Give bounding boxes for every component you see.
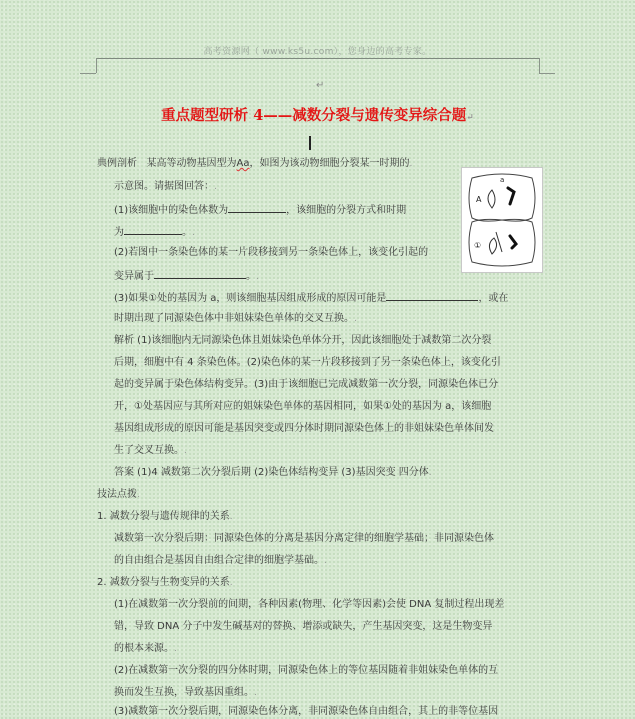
- answer-line: 答案 (1)4 减数第二次分裂后期 (2)染色体结构变异 (3)基因突变 四分体.: [114, 467, 432, 478]
- tip-body-line: (1)在减数第一次分裂前的间期，各种因素(物理、化学等因素)会使 DNA 复制过程出现差: [114, 599, 505, 610]
- tips-heading: 技法点拨.: [97, 489, 140, 500]
- page-title: [0, 104, 635, 125]
- answer-blank[interactable]: [228, 202, 286, 213]
- analysis-line: 开，①处基因应与其所对应的姐妹染色单体的基因相同，如果①处的基因为 a，该细胞: [114, 401, 492, 412]
- tip-body-line: 换而发生互换，导致基因重组。.: [114, 687, 257, 698]
- crop-mark-left: [82, 58, 97, 73]
- return-mark-icon: ↵: [316, 80, 325, 91]
- question-part-1: (1)该细胞中的染色体数为 ，该细胞的分裂方式和时期: [114, 202, 406, 217]
- cell-diagram: [462, 168, 542, 272]
- answer-blank[interactable]: [154, 268, 246, 279]
- tip-body-line: (3)减数第一次分裂后期，同源染色体分离，非同源染色体自由组合，其上的非等位基因: [114, 706, 499, 717]
- tip-body-line: 减数第一次分裂后期：同源染色体的分离是基因分离定律的细胞学基础；非同源染色体: [114, 533, 494, 544]
- question-line-1: 典例剖析 某高等动物基因型为Aa，如图为该动物细胞分裂某一时期的.: [97, 158, 413, 169]
- figure-label-1: ①: [474, 241, 482, 250]
- crop-mark-right: [539, 58, 554, 73]
- figure-label-a-lower: a: [500, 176, 505, 184]
- tip-item-2-title: 2. 减数分裂与生物变异的关系.: [97, 577, 233, 588]
- tip-body-line: 错，导致 DNA 分子中发生碱基对的替换、增添或缺失，产生基因突变，这是生物变异: [114, 621, 493, 632]
- question-part-3: (3)如果①处的基因为 a，则该细胞基因组成形成的原因可能是 ，或在: [114, 290, 508, 305]
- return-mark-icon: ↵: [466, 113, 474, 123]
- tip-item-1-title: 1. 减数分裂与遗传规律的关系.: [97, 511, 233, 522]
- tip-body-line: 的自由组合是基因自由组合定律的细胞学基础。.: [114, 555, 327, 566]
- header-rule: [96, 58, 539, 59]
- answer-blank[interactable]: [386, 290, 478, 301]
- tip-body-line: (2)在减数第一次分裂的四分体时期，同源染色体上的等位基因随着非姐妹染色单体的互: [114, 665, 499, 676]
- analysis-line: 生了交叉互换。.: [114, 445, 187, 456]
- answer-blank[interactable]: [124, 224, 182, 235]
- gene-text: Aa: [236, 158, 250, 169]
- cell-division-figure: [461, 167, 543, 273]
- question-line-2: 示意图。请据图回答：.: [114, 181, 217, 192]
- analysis-line: 解析 (1)该细胞内无同源染色体且姐妹染色单体分开，因此该细胞处于减数第二次分裂: [114, 335, 492, 346]
- analysis-line: 后期，细胞中有 4 条染色体。(2)染色体的某一片段移接到了另一条染色体上，该变化引: [114, 357, 501, 368]
- analysis-line: 基因组成形成的原因可能是基因突变或四分体时期同源染色体上的非姐妹染色单体间发: [114, 423, 494, 434]
- question-part-1-cont: 为 。.: [114, 224, 195, 240]
- question-part-2: (2)若图中一条染色体的某一片段移接到另一条染色体上，该变化引起的: [114, 247, 429, 258]
- crop-mark-left-h: [80, 73, 96, 74]
- question-part-2-cont: 变异属于 。.: [114, 268, 259, 284]
- crop-mark-right-h: [539, 73, 555, 74]
- question-label: 典例剖析: [97, 158, 137, 169]
- title-text: 重点题型研析 4——减数分裂与遗传变异综合题: [161, 107, 467, 124]
- tip-body-line: 的根本来源。.: [114, 643, 177, 654]
- analysis-line: 起的变异属于染色体结构变异。(3)由于该细胞已完成减数第一次分裂，同源染色体已分: [114, 379, 499, 390]
- figure-label-a-upper: A: [476, 195, 482, 204]
- text-cursor[interactable]: [309, 136, 311, 150]
- header-text: 高考资源网（ www.ks5u.com），您身边的高考专家。: [203, 47, 432, 57]
- question-part-3-cont: 时期出现了同源染色体中非姐妹染色单体的交叉互换。.: [114, 313, 357, 324]
